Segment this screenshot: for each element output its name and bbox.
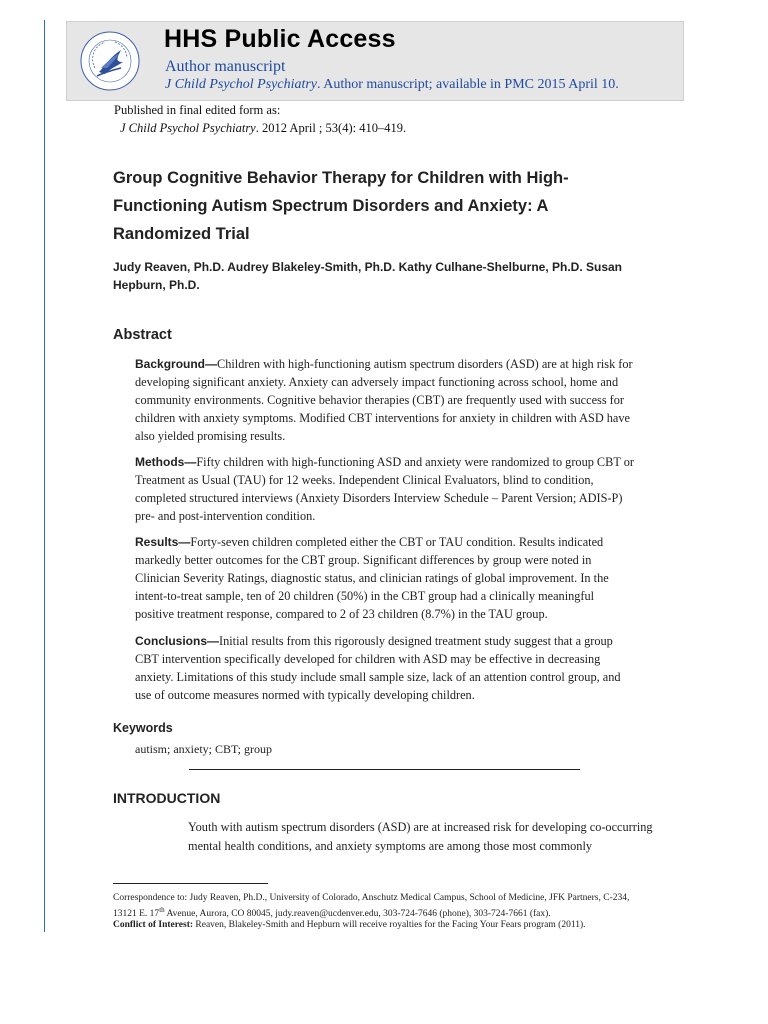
methods-text: Fifty children with high-functioning ASD and anxiety were randomized to group CBT or Treatment as Usual (TAU) for 12 weeks. Independent Clinical Evaluators, blind to condition, completed structured interviews (Anxiety Disorders Interview Schedule – Parent Version; ADIS-P) pre- and post-intervention condition. xyxy=(135,455,634,523)
correspondence-sup: th xyxy=(159,906,165,914)
results-text: Forty-seven children completed either the CBT or TAU condition. Results indicated markedly better outcomes for the CBT group. Significant differences by group were noted in Clinician Severity Ratings, diagnostic status, and clinician ratings of global improvement. In the intent-to-treat sample, ten of 20 children (50%) in the CBT group had a clinically meaningful positive treatment response, compared to 2 of 23 children (8.7%) in the TAU group. xyxy=(135,535,609,621)
hhs-eagle-seal-icon xyxy=(79,28,141,94)
abstract-background xyxy=(135,355,635,445)
methods-label: Methods— xyxy=(135,455,197,469)
footnote-divider xyxy=(113,883,268,884)
correspondence-text-b: Avenue, Aurora, CO 80045, judy.reaven@ucdenver.edu, 303-724-7646 (phone), 303-724-7661 (fax). xyxy=(164,909,551,920)
published-citation-text: . 2012 April ; 53(4): 410–419. xyxy=(255,121,407,135)
conflict-of-interest xyxy=(113,920,653,930)
abstract-results xyxy=(135,533,635,623)
introduction-heading: INTRODUCTION xyxy=(113,790,221,806)
correspondence-text-a: Correspondence to: Judy Reaven, Ph.D., University of Colorado, Anschutz Medical Campus, School of Medicine, JFK Partners, C-234, 13121 E. 17 xyxy=(113,893,630,920)
published-journal[interactable]: J Child Psychol Psychiatry xyxy=(120,121,256,135)
background-text: Children with high-functioning autism spectrum disorders (ASD) are at high risk for developing significant anxiety. Anxiety can adversely impact functioning across school, home and community environments. Cognitive behavior therapies (CBT) are frequently used with success for children with anxiety symptoms. Modified CBT interventions for anxiety in children with ASD have also yielded promising results. xyxy=(135,357,633,443)
availability-text: . Author manuscript; available in PMC 2015 April 10. xyxy=(317,77,619,92)
published-citation xyxy=(114,119,406,137)
article-authors: Judy Reaven, Ph.D. Audrey Blakeley-Smith, Ph.D. Kathy Culhane-Shelburne, Ph.D. Susan Hepburn, Ph.D. xyxy=(113,260,623,292)
hhs-public-access-banner xyxy=(66,21,684,101)
introduction-text: Youth with autism spectrum disorders (ASD) are at increased risk for developing co-occurring mental health conditions, and anxiety symptoms are among those most commonly xyxy=(188,820,653,853)
section-divider xyxy=(189,769,580,770)
background-label: Background— xyxy=(135,357,218,371)
header-title: HHS Public Access xyxy=(164,25,396,53)
article-title: Group Cognitive Behavior Therapy for Children with High-Functioning Autism Spectrum Disorders and Anxiety: A Randomized Trial xyxy=(113,169,569,243)
abstract-methods xyxy=(135,453,635,525)
keywords-list: autism; anxiety; CBT; group xyxy=(135,742,272,756)
keywords-heading: Keywords xyxy=(113,721,173,735)
results-label: Results— xyxy=(135,535,191,549)
published-intro: Published in final edited form as: xyxy=(114,103,281,117)
abstract-heading: Abstract xyxy=(113,327,172,343)
author-manuscript-label: Author manuscript xyxy=(165,58,286,75)
journal-name[interactable]: J Child Psychol Psychiatry xyxy=(165,77,318,92)
coi-text: Reaven, Blakeley-Smith and Hepburn will receive royalties for the Facing Your Fears program (2011). xyxy=(193,920,586,930)
conclusions-text: Initial results from this rigorously designed treatment study suggest that a group CBT intervention specifically developed for children with ASD may be effective in decreasing anxiety. Limitations of this study include small sample size, lack of an attention control group, and use of outcome measures normed with typically developing children. xyxy=(135,634,621,702)
correspondence-footnote xyxy=(113,892,653,920)
coi-label: Conflict of Interest: xyxy=(113,920,194,930)
abstract-conclusions xyxy=(135,632,635,704)
published-info xyxy=(114,101,406,137)
conclusions-label: Conclusions— xyxy=(135,634,220,648)
manuscript-availability xyxy=(165,77,619,93)
margin-rule xyxy=(44,20,45,932)
